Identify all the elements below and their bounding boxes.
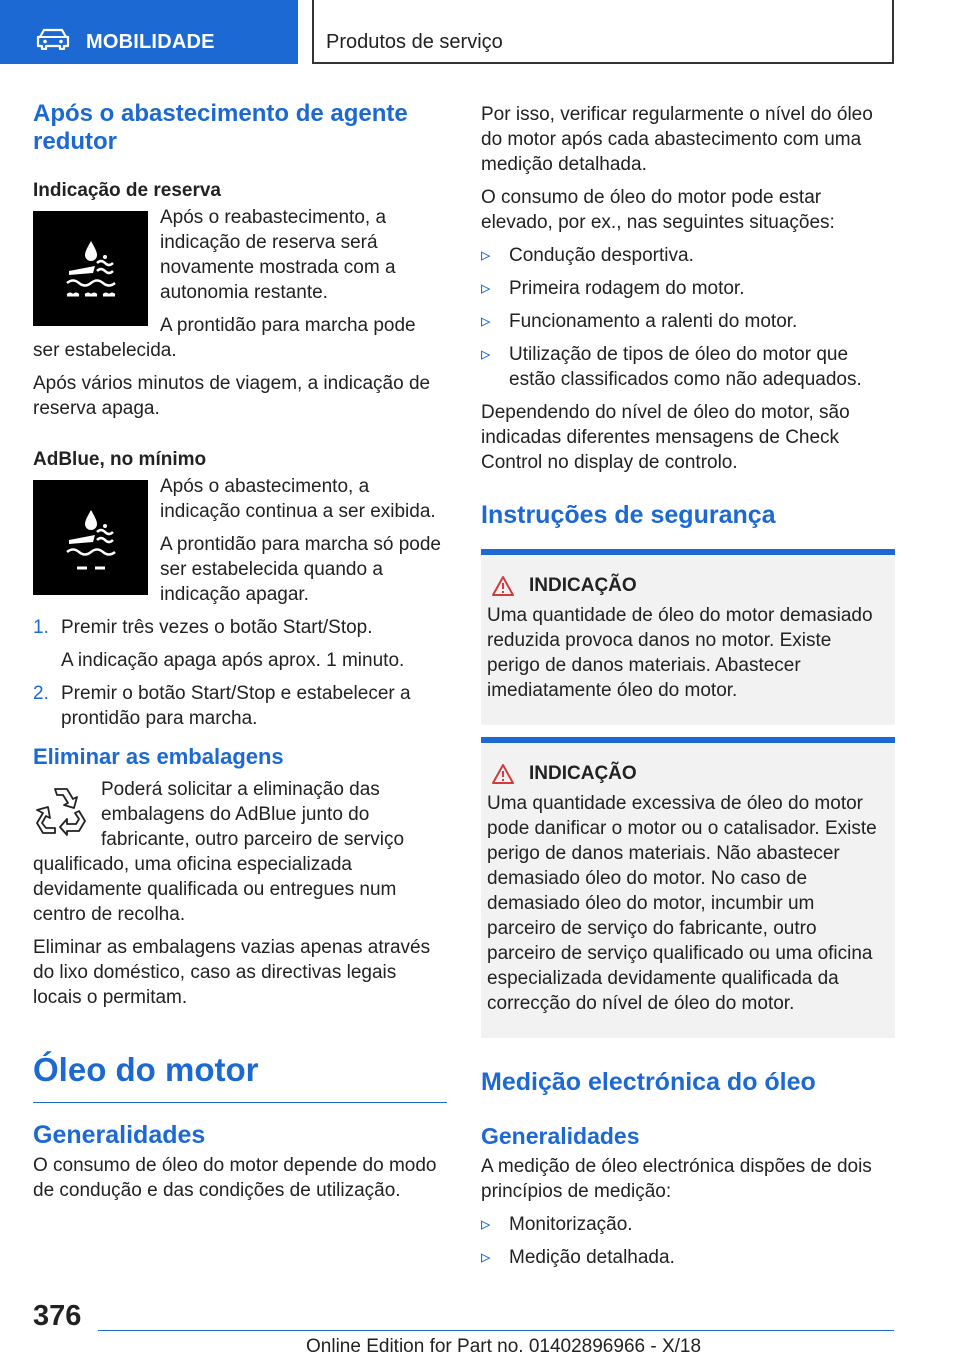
chapter-tab: [312, 0, 894, 64]
check-control-text: Dependendo do nível de óleo do motor, são indicadas diferentes mensagens de Check Control no display de controlo.: [481, 402, 850, 473]
dispose-text-2: Eliminar as embalagens vazias apenas através do lixo doméstico, caso as directivas legais locais o permitam.: [33, 937, 431, 1008]
warning-title: INDICAÇÃO: [529, 575, 637, 596]
triangle-bullet-icon: ▹: [481, 311, 491, 332]
triangle-bullet-icon: ▹: [481, 245, 491, 266]
section-label: MOBILIDADE: [86, 31, 215, 53]
list-item: ▹ Condução desportiva.: [481, 245, 694, 266]
list-item: ▹ Funcionamento a ralenti do motor.: [481, 311, 798, 332]
adblue-text-1: Após o abastecimento, a indicação continua a ser exibida.: [160, 476, 436, 522]
warning-title: INDICAÇÃO: [529, 763, 637, 784]
principle-list: [481, 1212, 895, 1270]
page-number: 376: [33, 1300, 82, 1332]
warning-triangle-icon: [491, 575, 515, 597]
heading-after-refuel: Após o abastecimento de agente redutor: [33, 100, 408, 155]
triangle-bullet-icon: ▹: [481, 344, 491, 365]
car-icon: [36, 28, 70, 50]
heading-adblue-min: AdBlue, no mínimo: [33, 449, 207, 470]
step-subtext: A indicação apaga após aprox. 1 minuto.: [61, 650, 405, 671]
adblue-text-2: A prontidão para marcha só pode ser estabelecida quando a indicação apagar.: [160, 534, 441, 605]
heading-reserve: Indicação de reserva: [33, 180, 221, 201]
triangle-bullet-icon: ▹: [481, 1214, 491, 1235]
warning-triangle-icon: [491, 763, 515, 785]
heading-general-left: Generalidades: [33, 1121, 206, 1149]
check-regularly-text: Por isso, verificar regularmente o nível do óleo do motor após cada abastecimento com uma medição detalhada.: [481, 104, 873, 175]
warning-text: Uma quantidade excessiva de óleo do motor pode danificar o motor ou o catalisador. Existe perigo de danos materiais. Não abastecer demasiado óleo do motor. No caso de demasiado óleo do motor, incumbir um parceiro de serviço do fabricante, outro parceiro de serviço qualificado ou uma oficina especializada devidamente qualificada da correcção do nível de óleo do motor.: [487, 793, 877, 1014]
section-tab: [0, 0, 298, 64]
triangle-bullet-icon: ▹: [481, 1247, 491, 1268]
step-number: 2.: [33, 683, 49, 704]
recycle-icon: [33, 783, 89, 839]
dispose-text-1: Poderá solicitar a eliminação das embalagens do AdBlue junto do fabricante, outro parceiro de serviço qualificado, uma oficina especializada devidamente qualificada ou entregues num centro de recolha.: [33, 779, 405, 925]
adblue-reserve-icon: [33, 211, 148, 326]
reserve-text-2: A prontidão para marcha pode ser estabelecida.: [33, 315, 416, 361]
list-item: ▹ Primeira rodagem do motor.: [481, 278, 745, 299]
footer-rule: [98, 1330, 894, 1331]
heading-engine-oil: Óleo do motor: [33, 1051, 259, 1088]
reserve-text-3: Após vários minutos de viagem, a indicação de reserva apaga.: [33, 373, 431, 419]
heading-dispose: Eliminar as embalagens: [33, 744, 284, 769]
edition-footer: Online Edition for Part no. 01402896966 - X/18: [306, 1336, 702, 1357]
list-item: ▹ Monitorização.: [481, 1214, 633, 1235]
warning-box-1: [481, 549, 895, 725]
step-number: 1.: [33, 617, 49, 638]
consumption-text: O consumo de óleo do motor pode estar elevado, por ex., nas seguintes situações:: [481, 187, 835, 233]
triangle-bullet-icon: ▹: [481, 278, 491, 299]
right-column: [481, 100, 895, 1278]
general-text-left: O consumo de óleo do motor depende do modo de condução e das condições de utilização.: [33, 1155, 437, 1201]
heading-safety: Instruções de segurança: [481, 501, 776, 529]
heading-rule: [33, 1102, 447, 1103]
warning-box-2: [481, 737, 895, 1038]
reserve-text-1: Após o reabastecimento, a indicação de reserva será novamente mostrada com a autonomia restante.: [160, 207, 396, 303]
heading-electronic-oil: Medição electrónica do óleo: [481, 1068, 816, 1096]
list-item: 2. Premir o botão Start/Stop e estabelecer a prontidão para marcha.: [33, 683, 411, 729]
list-item: ▹ Utilização de tipos de óleo do motor que estão classificados como não adequados.: [481, 344, 862, 390]
list-item: 1. Premir três vezes o botão Start/Stop. A indicação apaga após aprox. 1 minuto.: [33, 615, 447, 673]
step-list: [33, 615, 447, 731]
list-item: ▹ Medição detalhada.: [481, 1247, 675, 1268]
chapter-label: Produtos de serviço: [326, 31, 503, 53]
left-column: [33, 100, 447, 1211]
heading-general-right: Generalidades: [481, 1123, 640, 1149]
situation-list: [481, 243, 895, 392]
warning-text: Uma quantidade de óleo do motor demasiado reduzida provoca danos no motor. Existe perigo de danos materiais. Abastecer imediatamente óleo do motor.: [487, 605, 873, 701]
adblue-minimum-icon: [33, 480, 148, 595]
general-text-right: A medição de óleo electrónica dispões de dois princípios de medição:: [481, 1156, 872, 1202]
